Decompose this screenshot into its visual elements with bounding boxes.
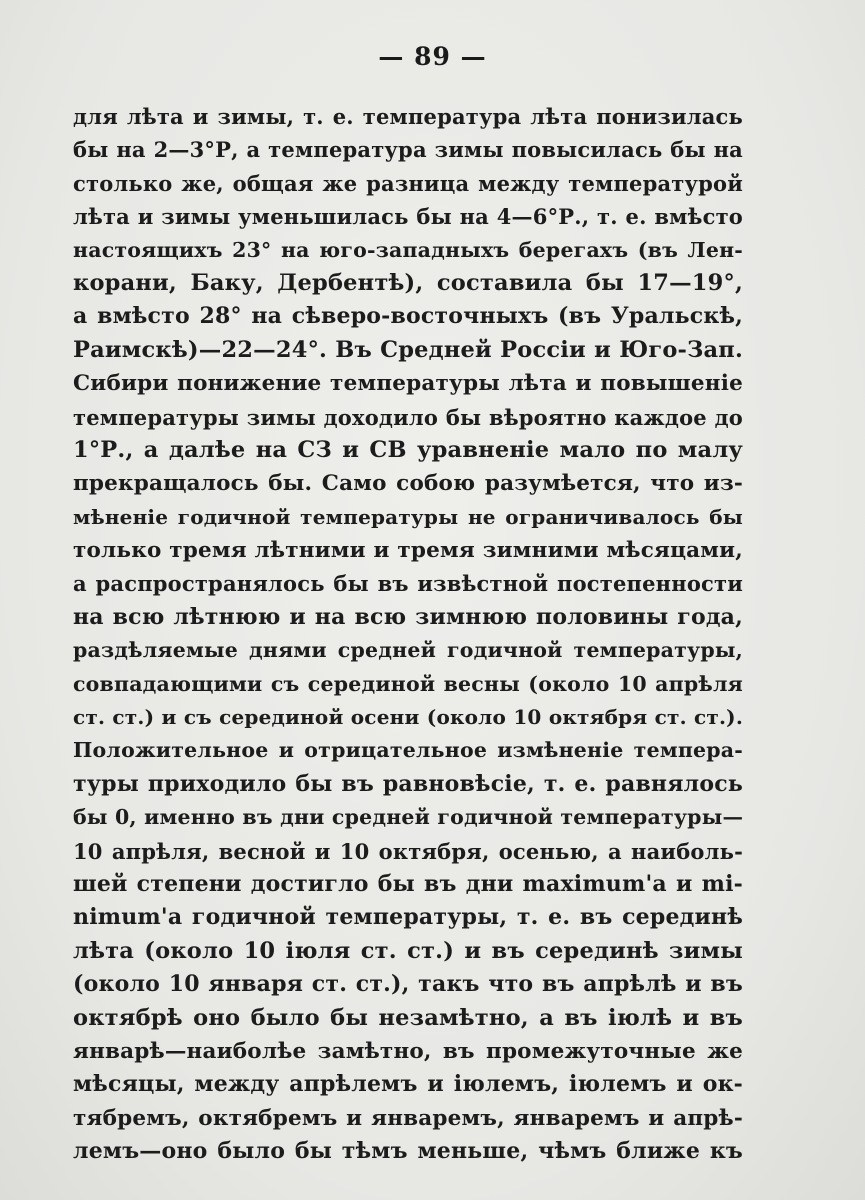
text-line: а распространялось бы въ извѣстной постепенности [73,571,743,597]
text-line: октябрѣ оно было бы незамѣтно, а въ іюлѣ и въ [73,1004,743,1031]
text-line: только тремя лѣтними и тремя зимними мѣсяцами, [73,538,743,564]
text-line: туры приходило бы въ равновѣсіе, т. е. равнялось [73,770,743,797]
text-line: Раимскѣ)—22—24°. Въ Средней Россіи и Юго-Зап. [73,336,743,363]
text-line: ст. ст.) и съ серединой осени (около 10 октября ст. ст.). [73,705,743,730]
text-line: лѣта (около 10 іюля ст. ст.) и въ серединѣ зимы [73,937,743,964]
text-line: (около 10 января ст. ст.), такъ что въ апрѣлѣ и въ [73,971,743,998]
text-line: бы на 2—3°Р, а температура зимы повысилась бы на [73,137,743,163]
text-line: на всю лѣтнюю и на всю зимнюю половины года, [73,603,743,630]
text-line: Сибири понижение температуры лѣта и повышеніе [73,371,743,397]
text-line: совпадающими съ серединой весны (около 10 апрѣля [73,671,743,696]
text-line: лѣта и зимы уменьшилась бы на 4—6°Р., т. е. вмѣсто [73,204,743,230]
text-line: столько же, общая же разница между температурой [73,170,743,196]
text-line: корани, Баку, Дербентѣ), составила бы 17—19°, [73,269,743,296]
page-number: — 89 — [378,42,487,71]
text-line: бы 0, именно въ дни средней годичной температуры— [73,805,743,830]
text-line: раздѣляемые днями средней годичной температуры, [73,638,743,663]
text-line: январѣ—наиболѣе замѣтно, въ промежуточные же [73,1038,743,1064]
text-line: температуры зимы доходило бы вѣроятно каждое до [73,404,743,430]
text-line: прекращалось бы. Само собою разумѣется, что из- [73,471,743,497]
text-line: для лѣта и зимы, т. е. температура лѣта понизилась [73,104,743,129]
text-line: 10 апрѣля, весной и 10 октября, осенью, а наиболь- [73,838,743,864]
text-line: а вмѣсто 28° на сѣверо-восточныхъ (въ Уральскѣ, [73,303,743,330]
text-line: мѣсяцы, между апрѣлемъ и іюлемъ, іюлемъ и ок- [73,1071,743,1098]
text-line: мѣненіе годичной температуры не ограничивалось бы [73,504,743,529]
text-line: 1°Р., а далѣе на СЗ и СВ уравненіе мало по малу [73,436,743,463]
text-line: шей степени достигло бы въ дни maximum'а и mi- [73,870,743,897]
text-line: тябремъ, октябремъ и январемъ, январемъ и апрѣ- [73,1105,743,1131]
body-text [73,100,743,1169]
text-line: Положительное и отрицательное измѣненіе темпера- [73,738,743,763]
text-line: лемъ—оно было бы тѣмъ меньше, чѣмъ ближе къ [73,1138,743,1165]
text-line: nimum'а годичной температуры, т. е. въ серединѣ [73,904,743,931]
text-line: настоящихъ 23° на юго-западныхъ берегахъ (въ Лен- [73,237,743,262]
